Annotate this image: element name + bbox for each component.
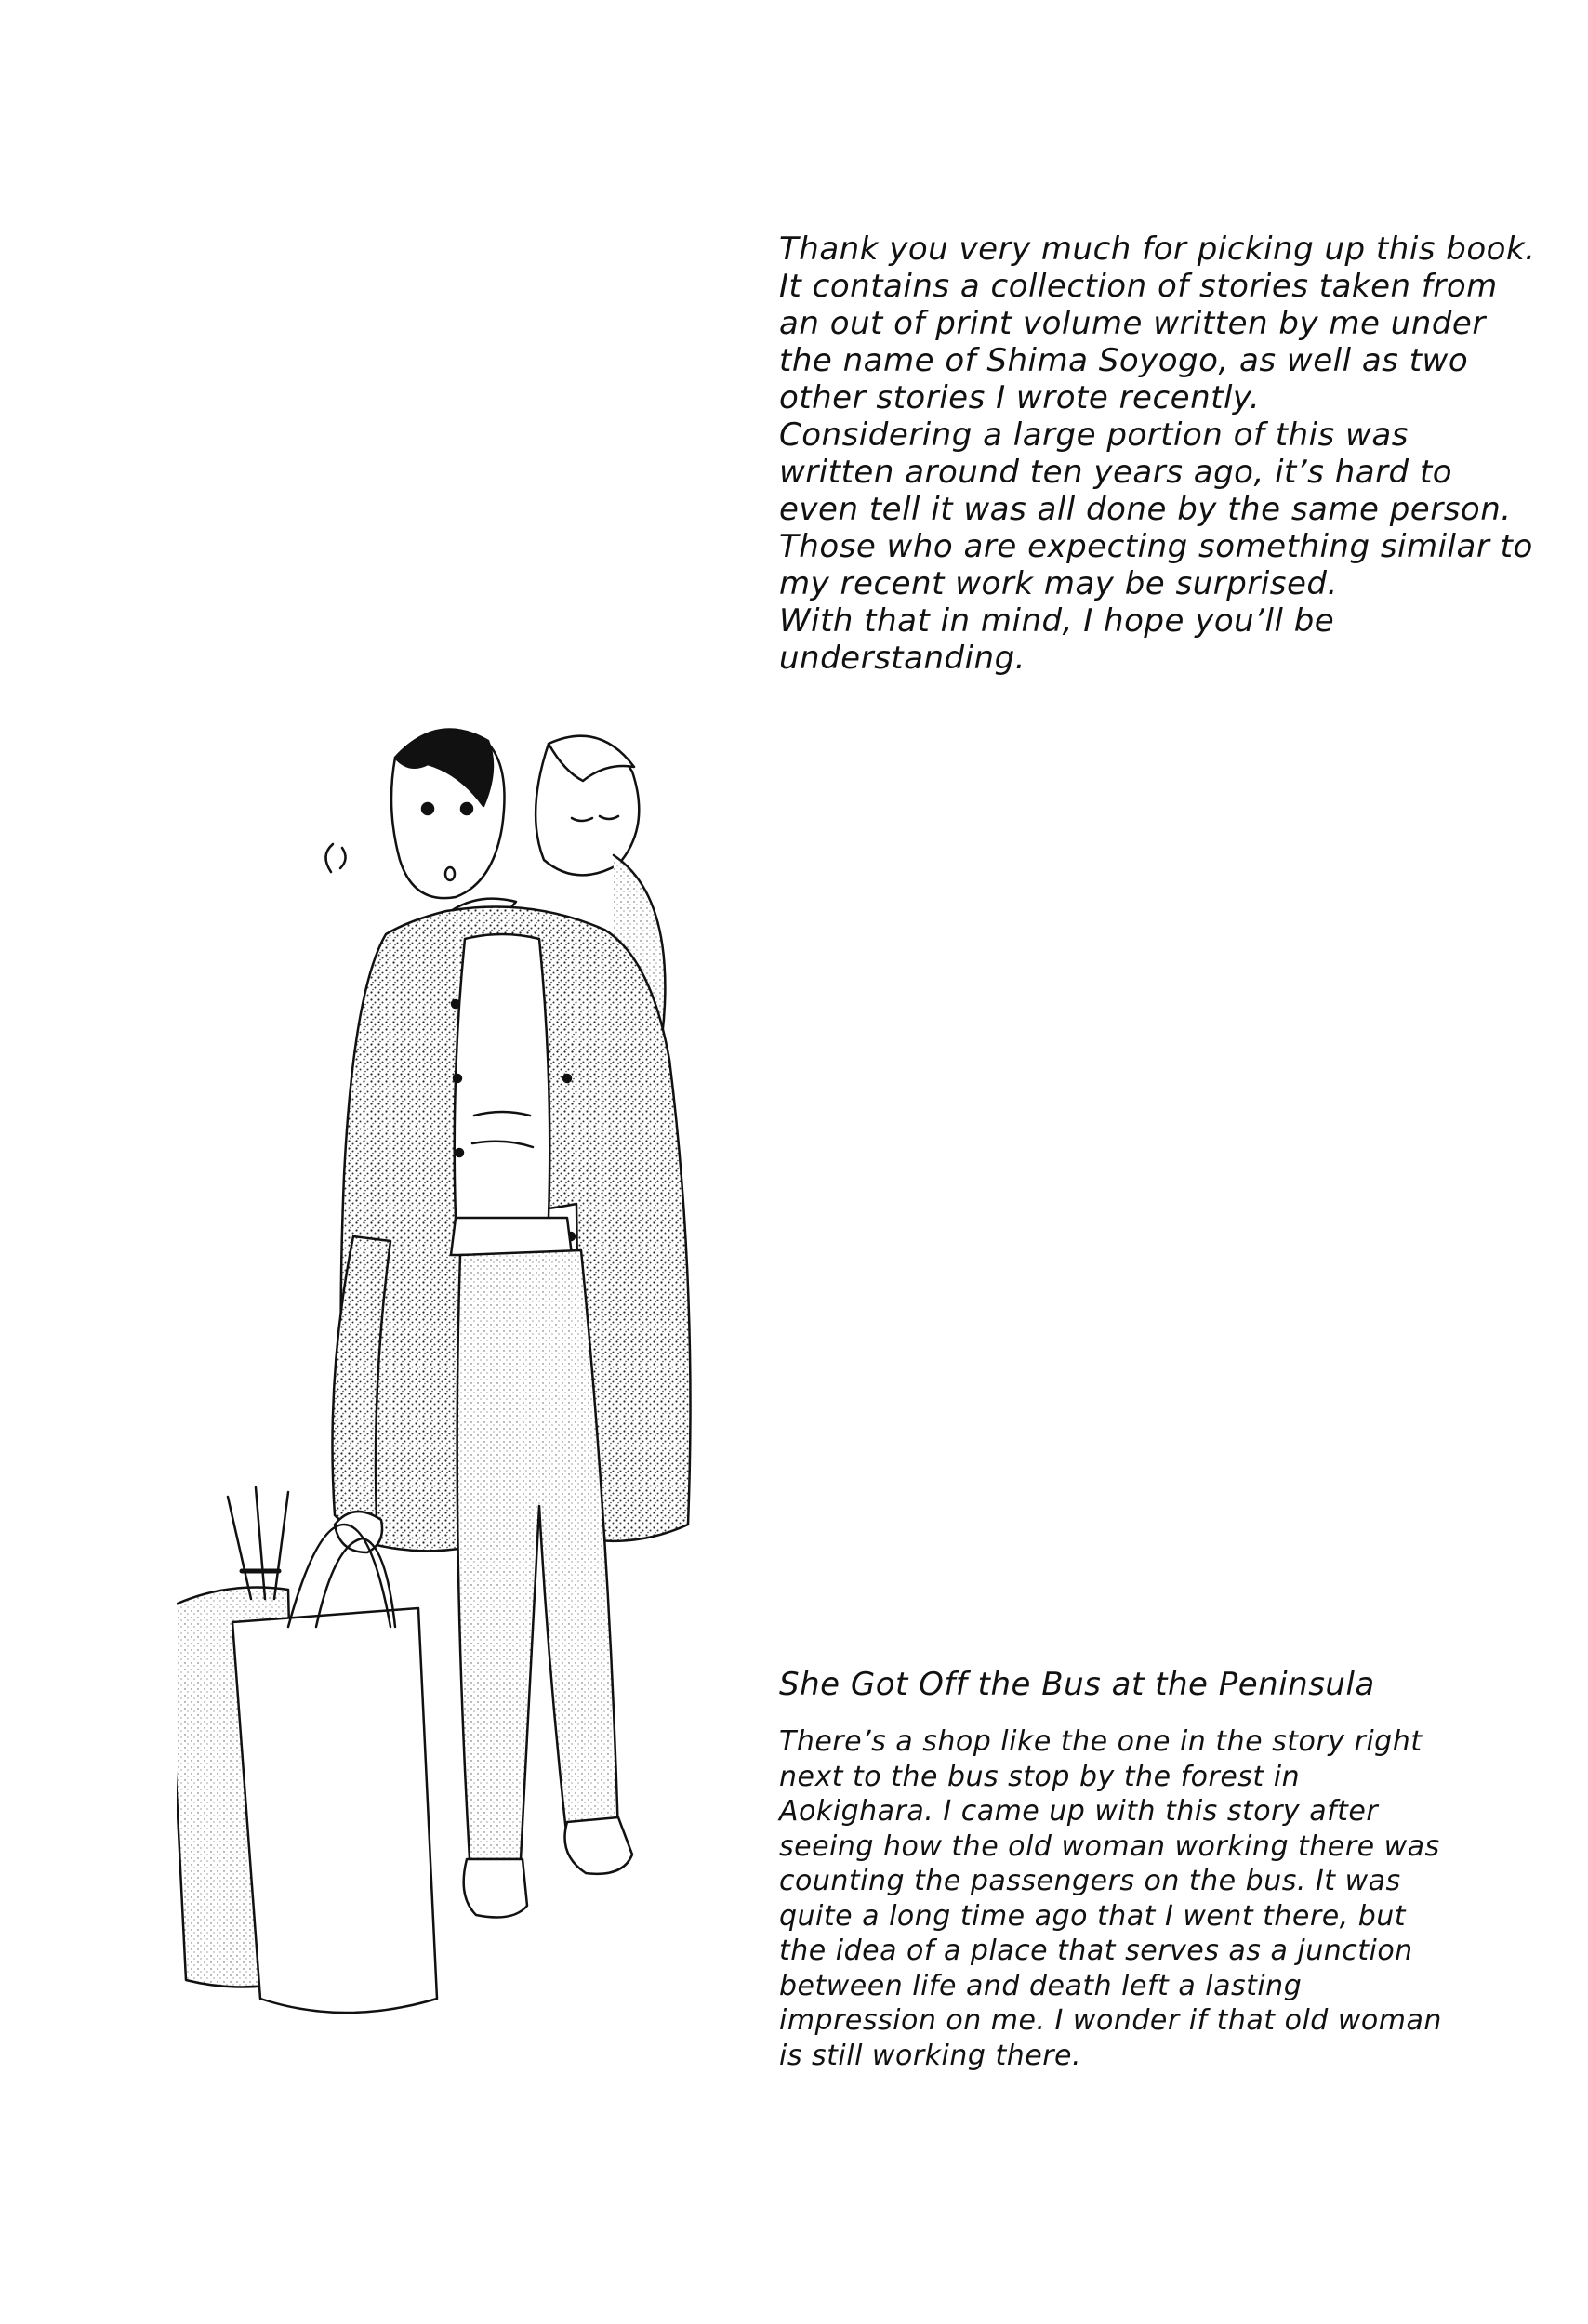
- story-line: There’s a shop like the one in the story right: [779, 1725, 1423, 1758]
- intro-line: It contains a collection of stories taken from: [779, 268, 1498, 305]
- intro-line: my recent work may be surprised.: [779, 565, 1338, 602]
- manga-illustration: [177, 679, 772, 2129]
- story-line: counting the passengers on the bus. It was: [779, 1865, 1401, 1897]
- story-line: seeing how the old woman working there was: [779, 1829, 1440, 1863]
- intro-text-block: [779, 231, 1560, 677]
- woman-carrying-child-and-shopping-bags-icon: [177, 679, 772, 2129]
- intro-line: even tell it was all done by the same person.: [779, 491, 1512, 528]
- intro-line: understanding.: [779, 640, 1026, 677]
- story-line: the idea of a place that serves as a junction: [779, 1934, 1413, 1967]
- story-line: between life and death left a lasting: [779, 1969, 1303, 2002]
- story-line: quite a long time ago that I went there, but: [779, 1899, 1407, 1933]
- intro-line: the name of Shima Soyogo, as well as two: [779, 342, 1469, 379]
- intro-line: other stories I wrote recently.: [779, 379, 1261, 416]
- intro-line: written around ten years ago, it’s hard to: [779, 454, 1453, 491]
- story-body-text-block: [779, 1724, 1560, 2073]
- story-line: next to the bus stop by the forest in: [779, 1760, 1301, 1793]
- story-title: She Got Off the Bus at the Peninsula: [779, 1666, 1375, 1703]
- story-line: Aokighara. I came up with this story after: [779, 1795, 1379, 1828]
- intro-line: an out of print volume written by me under: [779, 305, 1486, 342]
- intro-line: Those who are expecting something similar to: [779, 528, 1533, 565]
- story-line: impression on me. I wonder if that old woman: [779, 2004, 1442, 2037]
- intro-line: Considering a large portion of this was: [779, 416, 1409, 454]
- story-line: is still working there.: [779, 2039, 1082, 2072]
- intro-line: Thank you very much for picking up this book.: [779, 231, 1536, 268]
- intro-line: With that in mind, I hope you’ll be: [779, 602, 1335, 640]
